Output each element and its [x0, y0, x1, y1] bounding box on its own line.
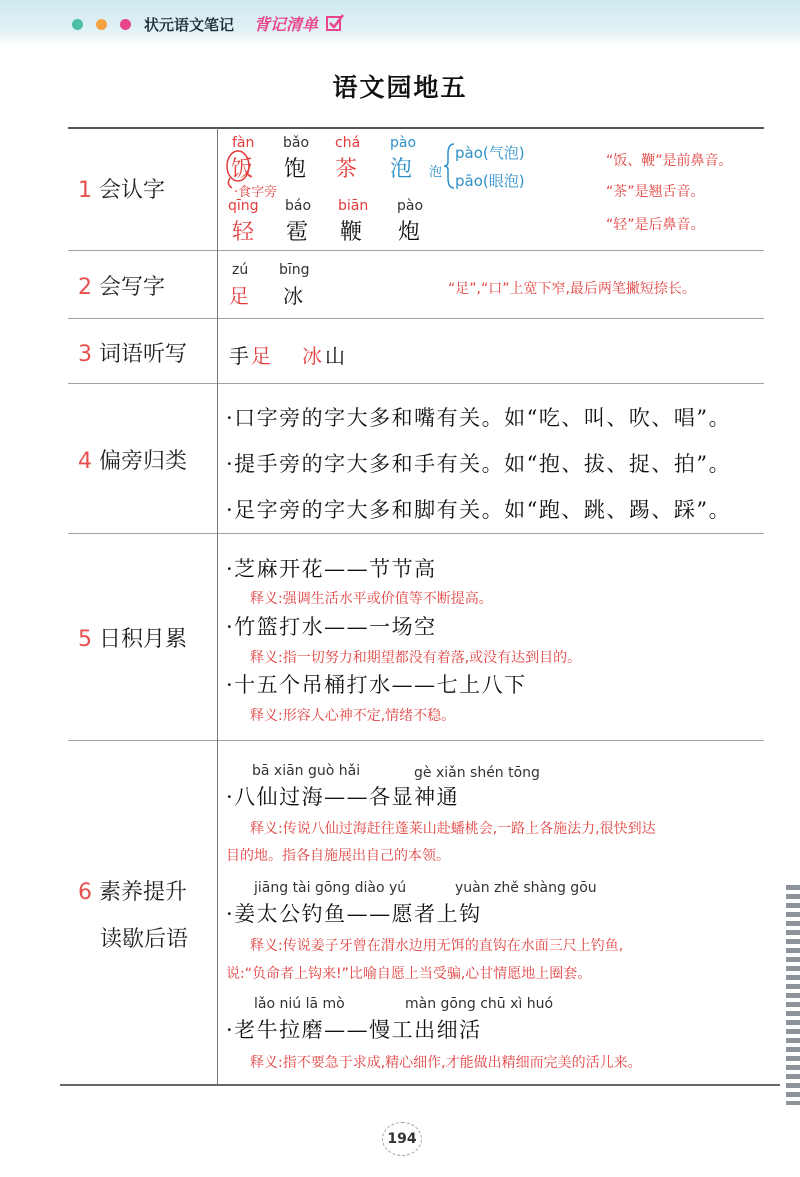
section-2-label: 2 会写字 — [78, 275, 166, 300]
pinyin: gè xiǎn shén tōng — [414, 765, 540, 781]
pinyin: jiāng tài gōng diào yú — [254, 880, 407, 896]
pink-dot-icon — [120, 19, 131, 30]
brand-title: 状元语文笔记 — [144, 16, 235, 34]
char: 足 — [229, 284, 249, 308]
idiom-text: ·竹篮打水——一场空 — [226, 615, 437, 639]
pinyin: lǎo niú lā mò — [254, 996, 345, 1012]
xiehouyu-text: ·姜太公钓鱼——愿者上钩 — [226, 902, 482, 926]
pronunciation-note: “饭、鞭”是前鼻音。 — [606, 153, 733, 169]
char: 鞭 — [340, 220, 363, 245]
pinyin: biān — [338, 198, 369, 214]
table-bottom-rule — [60, 1084, 780, 1086]
row-divider — [68, 250, 764, 251]
pronunciation-note: “轻”是后鼻音。 — [606, 217, 705, 233]
section-4-label: 4 偏旁归类 — [78, 449, 188, 474]
xiehouyu-explanation: 释义:传说姜子牙曾在渭水边用无饵的直钩在水面三尺上钓鱼, — [250, 938, 624, 954]
radical-rule: ·口字旁的字大多和嘴有关。如“吃、叫、吹、唱”。 — [226, 406, 732, 430]
radical-rule: ·提手旁的字大多和手有关。如“抱、拔、捉、拍”。 — [226, 452, 732, 476]
brace-icon — [442, 142, 456, 190]
page-number: 194 — [382, 1122, 422, 1156]
idiom-explanation: 释义:形容人心神不定,情绪不稳。 — [250, 708, 456, 724]
char: 炮 — [398, 220, 421, 245]
pinyin: fàn — [232, 135, 255, 151]
pinyin: bīng — [279, 262, 310, 278]
section-6-label: 6 素养提升 — [78, 880, 188, 905]
char: 饱 — [284, 157, 307, 182]
page-edge-stripes — [786, 885, 800, 1105]
idiom-explanation: 释义:强调生活水平或价值等不断提高。 — [250, 591, 493, 607]
char: 冰 — [283, 284, 303, 308]
char: 茶 — [335, 157, 358, 182]
table-top-rule — [68, 127, 764, 129]
section-5-label: 5 日积月累 — [78, 627, 188, 652]
xiehouyu-explanation: 目的地。指各自施展出自己的本领。 — [226, 848, 450, 864]
pinyin: chá — [335, 135, 361, 151]
char: 饭 — [231, 157, 254, 182]
dictation-word: 冰 — [302, 344, 322, 368]
xiehouyu-explanation: 释义:指不要急于求成,精心细作,才能做出精细而完美的活儿来。 — [250, 1055, 642, 1071]
row-divider — [68, 740, 764, 741]
page-header — [0, 0, 800, 46]
pinyin: pào — [390, 135, 417, 151]
pinyin: bǎo — [283, 135, 310, 151]
pronunciation-option: pāo(眼泡) — [455, 172, 525, 190]
pinyin: zú — [232, 262, 249, 278]
xiehouyu-explanation: 释义:传说八仙过海赶往蓬莱山赴蟠桃会,一路上各施法力,很快到达 — [250, 821, 656, 837]
idiom-text: ·十五个吊桶打水——七上八下 — [226, 673, 527, 697]
char: 泡 — [390, 157, 413, 182]
idiom-explanation: 释义:指一切努力和期望都没有着落,或没有达到目的。 — [250, 650, 582, 666]
teal-dot-icon — [72, 19, 83, 30]
pronunciation-option: pào(气泡) — [455, 144, 525, 162]
section-1-label: 1 会认字 — [78, 178, 166, 203]
pinyin: pào — [397, 198, 424, 214]
brand-subtitle: 背记清单 — [254, 15, 319, 34]
radical-annotation: ·食字旁 — [234, 185, 278, 200]
char: 轻 — [232, 220, 255, 245]
dictation-word: 手 — [229, 344, 249, 368]
row-divider — [68, 318, 764, 319]
dictation-word: 山 — [325, 344, 345, 368]
pinyin: báo — [285, 198, 312, 214]
dictation-word: 足 — [251, 344, 271, 368]
checkbox-check-icon — [326, 14, 344, 32]
pronunciation-note: “茶”是翘舌音。 — [606, 184, 705, 200]
section-3-label: 3 词语听写 — [78, 342, 188, 367]
writing-note: “足”,“口”上宽下窄,最后两笔撇短捺长。 — [448, 281, 696, 297]
brace-char: 泡 — [429, 165, 443, 180]
pinyin: bā xiān guò hǎi — [252, 763, 361, 779]
row-divider — [68, 383, 764, 384]
pinyin: yuàn zhě shàng gōu — [455, 880, 597, 896]
page-title: 语文园地五 — [332, 73, 468, 102]
pinyin: qīng — [228, 198, 259, 214]
char: 雹 — [286, 220, 309, 245]
orange-dot-icon — [96, 19, 107, 30]
radical-rule: ·足字旁的字大多和脚有关。如“跑、跳、踢、踩”。 — [226, 498, 732, 522]
xiehouyu-text: ·老牛拉磨——慢工出细活 — [226, 1018, 482, 1042]
section-6-sublabel: 读歇后语 — [100, 927, 189, 952]
idiom-text: ·芝麻开花——节节高 — [226, 557, 437, 581]
pinyin: màn gōng chū xì huó — [405, 996, 554, 1012]
xiehouyu-text: ·八仙过海——各显神通 — [226, 785, 460, 809]
row-divider — [68, 533, 764, 534]
xiehouyu-explanation: 说:“负命者上钩来!”比喻自愿上当受骗,心甘情愿地上圈套。 — [226, 966, 592, 982]
